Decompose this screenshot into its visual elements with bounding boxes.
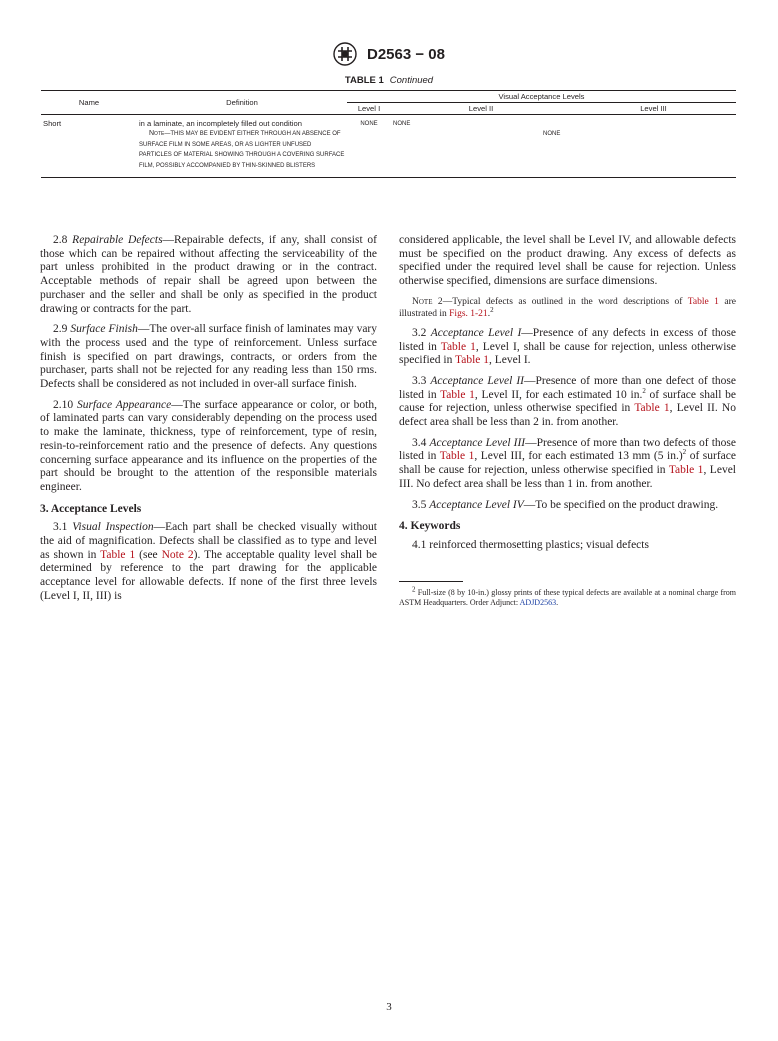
- header-level-3: Level III: [571, 103, 736, 115]
- section-3-4: 3.4 Acceptance Level III—Presence of more than two defects of those listed in Table 1, Level III, for each estimated 13 mm (5 in.)$^2$ of surface shall be cause for rejection, unless otherwise specified in Table 1, Level III. No defect area shall be less than 1 in. from another.: [399, 436, 736, 490]
- page-header: [0, 42, 778, 66]
- section-heading-4: 4. Keywords: [399, 520, 461, 533]
- section-3-1-continued: considered applicable, the level shall be Level IV, and allowable defects must be specified on the product drawing. Any excess of defects as specified under the required level shall be cause for rejection. Unless otherwise specified, dimensions are surface dimensions.: [399, 234, 736, 288]
- table-1-link[interactable]: Table 1: [439, 450, 475, 463]
- table-caption: [0, 75, 778, 86]
- section-3-1: 3.1 Visual Inspection—Each part shall be checked visually without the aid of magnification. Defects shall be classified as to type and level as shown in Table 1 (see Note 2). The acceptable quality level shall be determined by reference to the part drawing for the applicable acceptance level for allowable defects. If none of the first three levels (Level I, II, III) is: [40, 521, 377, 602]
- cell-level-2: NONE NONE: [391, 115, 571, 178]
- header-level-1: Level I: [347, 103, 391, 115]
- figs-link[interactable]: Figs. 1-21: [449, 308, 488, 319]
- header-name: Name: [41, 91, 137, 115]
- defects-table: [41, 90, 736, 178]
- adjunct-link[interactable]: ADJD2563: [519, 598, 557, 608]
- section-3-5: 3.5 Acceptance Level IV—To be specified on the product drawing.: [412, 498, 719, 511]
- table-1-link[interactable]: Table 1: [455, 354, 490, 367]
- astm-logo: [333, 42, 357, 66]
- table-continued: Continued: [389, 75, 434, 86]
- definition-text: in a laminate, an incompletely filled out condition: [139, 119, 302, 128]
- footnote-2: $^2$ Full-size (8 by 10-in.) glossy prints of these typical defects are available at a nominal charge from ASTM Headquarters. Order Adjunct: ADJD2563.: [399, 585, 736, 608]
- standard-designation: D2563 − 08: [367, 45, 445, 63]
- cell-definition: [137, 115, 347, 178]
- cell-name: Short: [41, 115, 137, 178]
- header-visual-acceptance-levels: Visual Acceptance Levels: [347, 91, 736, 103]
- header-definition: Definition: [137, 91, 347, 115]
- section-2-8: 2.8 Repairable Defects—Repairable defects, if any, shall consist of those which can be repaired without affecting the serviceability of the part unless prohibited in the product drawing or in the contract. Acceptable methods of repair shall be agreed upon between the purchaser and the seller and shall be only as specified in the product drawing or contracts for the part.: [40, 234, 378, 315]
- cell-level-3: [571, 115, 736, 178]
- footnote-rule: [399, 581, 463, 582]
- table-1-link[interactable]: Table 1: [634, 402, 670, 415]
- section-2-9: 2.9 Surface Finish—The over-all surface finish of laminates may vary with the process used and the type of reinforcement. Unless surface finish is specified on part drawings, contracts, or orders from the purchaser, parts shall not be rejected for any reading less than 150 rms. Defects shall be considered as not included in over-all surface finish.: [40, 323, 377, 391]
- table-1-link[interactable]: Table 1: [440, 388, 475, 401]
- table-1-link[interactable]: Table 1: [440, 340, 476, 353]
- table-row: [41, 115, 736, 178]
- section-3-2: 3.2 Acceptance Level I—Presence of any defects in excess of those listed in Table 1, Level I, shall be cause for rejection, unless otherwise specified in Table 1, Level I.: [399, 326, 736, 367]
- section-2-10: 2.10 Surface Appearance—The surface appearance or color, or both, of laminated parts can vary considerably depending on the process used to make the laminate, thickness, type of reinforcement, type of resin, resin-to-reinforcement ratio and the presence of defects. Any questions concerning surface appearance and its influence on the properties of the part should be brought to the attention of the responsible materials engineer.: [40, 398, 378, 493]
- table-1-link[interactable]: Table 1: [100, 548, 136, 561]
- table-label: TABLE 1: [344, 75, 384, 86]
- page-number: 3: [386, 1001, 392, 1013]
- section-heading-3: 3. Acceptance Levels: [40, 502, 142, 515]
- definition-note: Note—THIS MAY BE EVIDENT EITHER THROUGH AN ABSENCE OF SURFACE FILM IN SOME AREAS, OR AS LIGHTER UNFUSED PARTICLES OF MATERIAL SHOWING THROUGH A COVERING SURFACE FILM, POSSIBLY ACCOMPANIED BY THIN-SKINNED BLISTERS: [139, 130, 345, 169]
- note-2: Note 2—Typical defects as outlined in the word descriptions of Table 1 are illustrated in Figs. 1-21.$^2$: [399, 296, 736, 319]
- note-2-link[interactable]: Note 2: [161, 548, 194, 561]
- table-1-link[interactable]: Table 1: [687, 296, 719, 307]
- cell-level-1: NONE: [347, 115, 391, 178]
- section-3-3: 3.3 Acceptance Level II—Presence of more than one defect of those listed in Table 1, Level II, for each estimated 10 in.$^2$ of surface shall be cause for rejection, unless otherwise specified in Table 1, Level II. No defect area shall be less than 2 in. from another.: [399, 374, 737, 429]
- right-column: [399, 234, 736, 616]
- header-level-2: Level II: [391, 103, 571, 115]
- section-4-1: 4.1 reinforced thermosetting plastics; visual defects: [412, 538, 649, 551]
- table-1-link[interactable]: Table 1: [668, 464, 704, 477]
- left-column: [40, 234, 377, 611]
